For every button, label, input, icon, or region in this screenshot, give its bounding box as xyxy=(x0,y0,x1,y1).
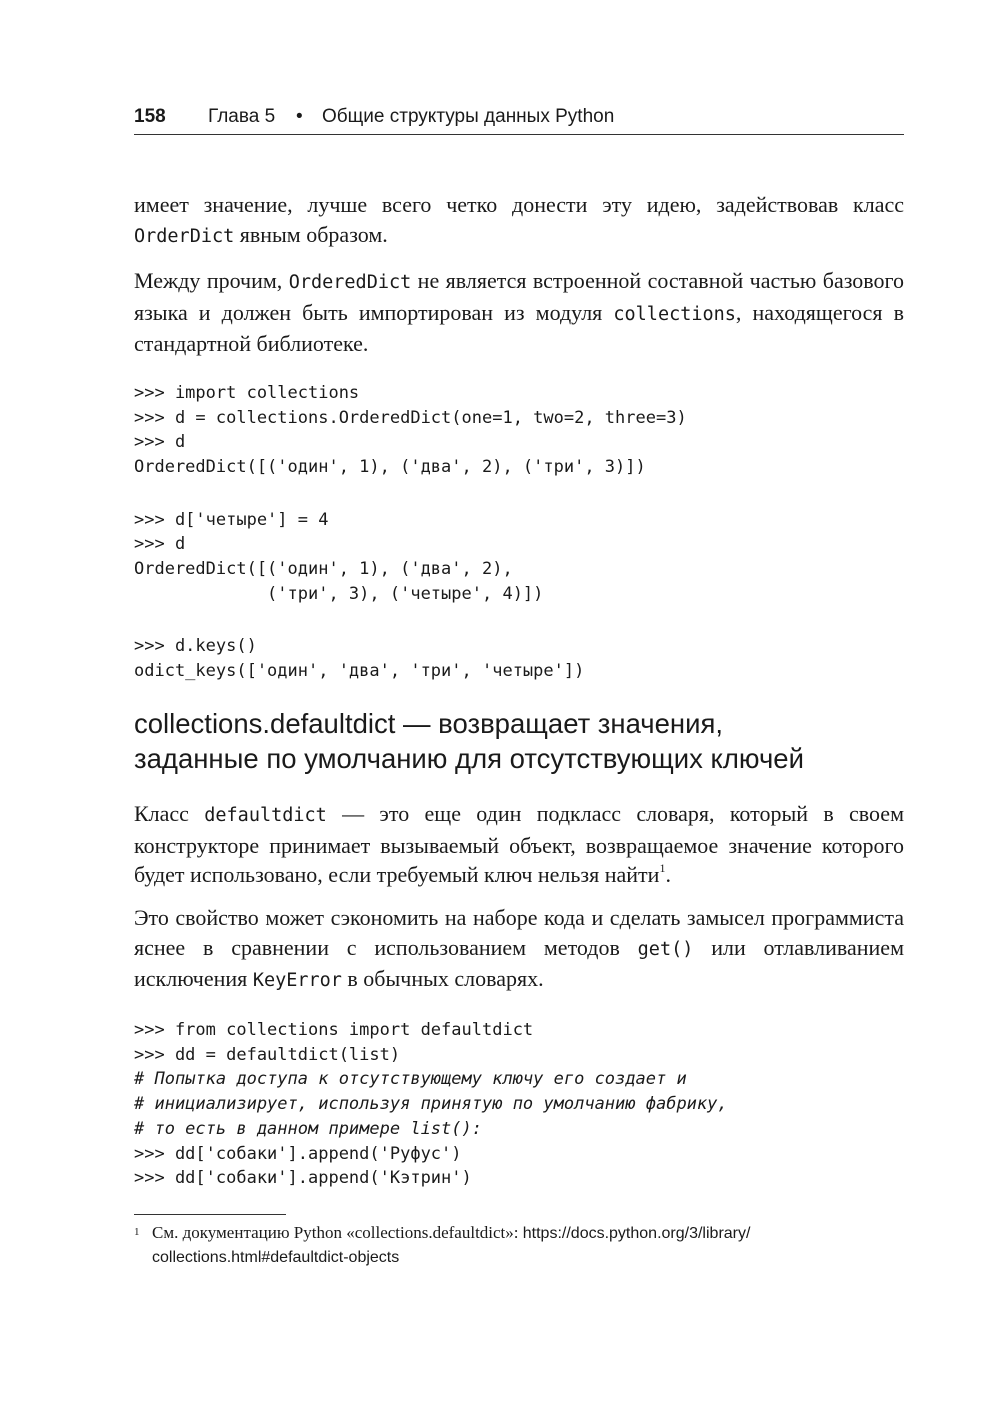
code-block-ordereddict: >>> import collections >>> d = collections.OrderedDict(one=1, two=2, three=3) >>> d OrderedDict([('один', 1), ('два', 2), ('три', 3)]) >>> d['четыре'] = 4 >>> d OrderedDict([('один', 1), ('два', 2), ('три', 3), ('четыре', 4)]) >>> d.keys() odict_keys(['один', 'два', 'три', 'четыре']) xyxy=(134,383,687,681)
footnote: 1 См. документацию Python «collections.defaultdict»: https://docs.python.org/3/library/ collections.html#defaultdict-objects xyxy=(134,1223,751,1266)
inline-code: OrderDict xyxy=(134,225,235,247)
paragraph-defaultdict-benefit: Это свойство может сэкономить на наборе кода и сделать замысел программиста яснее в сравнении с использованием методов get() или отлавливанием исключения KeyError в обычных словарях. xyxy=(134,905,904,991)
section-heading: collections.defaultdict — возвращает значения, заданные по умолчанию для отсутствующих ключей xyxy=(134,708,804,774)
inline-code: get() xyxy=(637,938,694,960)
chapter-label: Глава 5 xyxy=(208,106,276,127)
footnote-mark: 1 xyxy=(134,1226,140,1238)
inline-code: collections xyxy=(613,303,736,325)
paragraph-orderdict-import: Между прочим, OrderedDict не является встроенной составной частью базового языка и должен быть импортирован из модуля collections, находящегося в стандартной библиотеке. xyxy=(134,268,904,356)
footnote-link-continued[interactable]: collections.html#defaultdict-objects xyxy=(152,1249,400,1266)
inline-code: OrderedDict xyxy=(288,272,412,293)
footnote-divider xyxy=(134,1214,286,1215)
code-block-defaultdict: >>> from collections import defaultdict >>> dd = defaultdict(list) # Попытка доступа к отсутствующему ключу его создает и # инициализирует, используя принятую по умолчанию фабрику, # то есть в данном примере list(): >>> dd['собаки'].append('Руфус') >>> dd['собаки'].append('Кэтрин') xyxy=(134,1020,728,1189)
footnote-link[interactable]: https://docs.python.org/3/library/ xyxy=(522,1225,751,1242)
paragraph-orderdict-intent: имеет значение, лучше всего четко донести эту идею, задействовав класс OrderDict явным образом. xyxy=(134,192,904,247)
paragraph-defaultdict-intro: Класс defaultdict — это еще один подкласс словаря, который в своем конструкторе принимает вызываемый объект, возвращаемое значение которого будет использовано, если требуемый ключ нельзя найти$^1$. xyxy=(134,801,904,887)
inline-code: KeyError xyxy=(252,970,342,991)
footnote-ref[interactable]: 1 xyxy=(659,860,666,875)
running-head xyxy=(134,104,904,135)
bullet-separator: • xyxy=(296,106,303,127)
chapter-title: Общие структуры данных Python xyxy=(322,106,615,127)
inline-code: defaultdict xyxy=(204,805,327,826)
page-number: 158 xyxy=(134,106,166,127)
